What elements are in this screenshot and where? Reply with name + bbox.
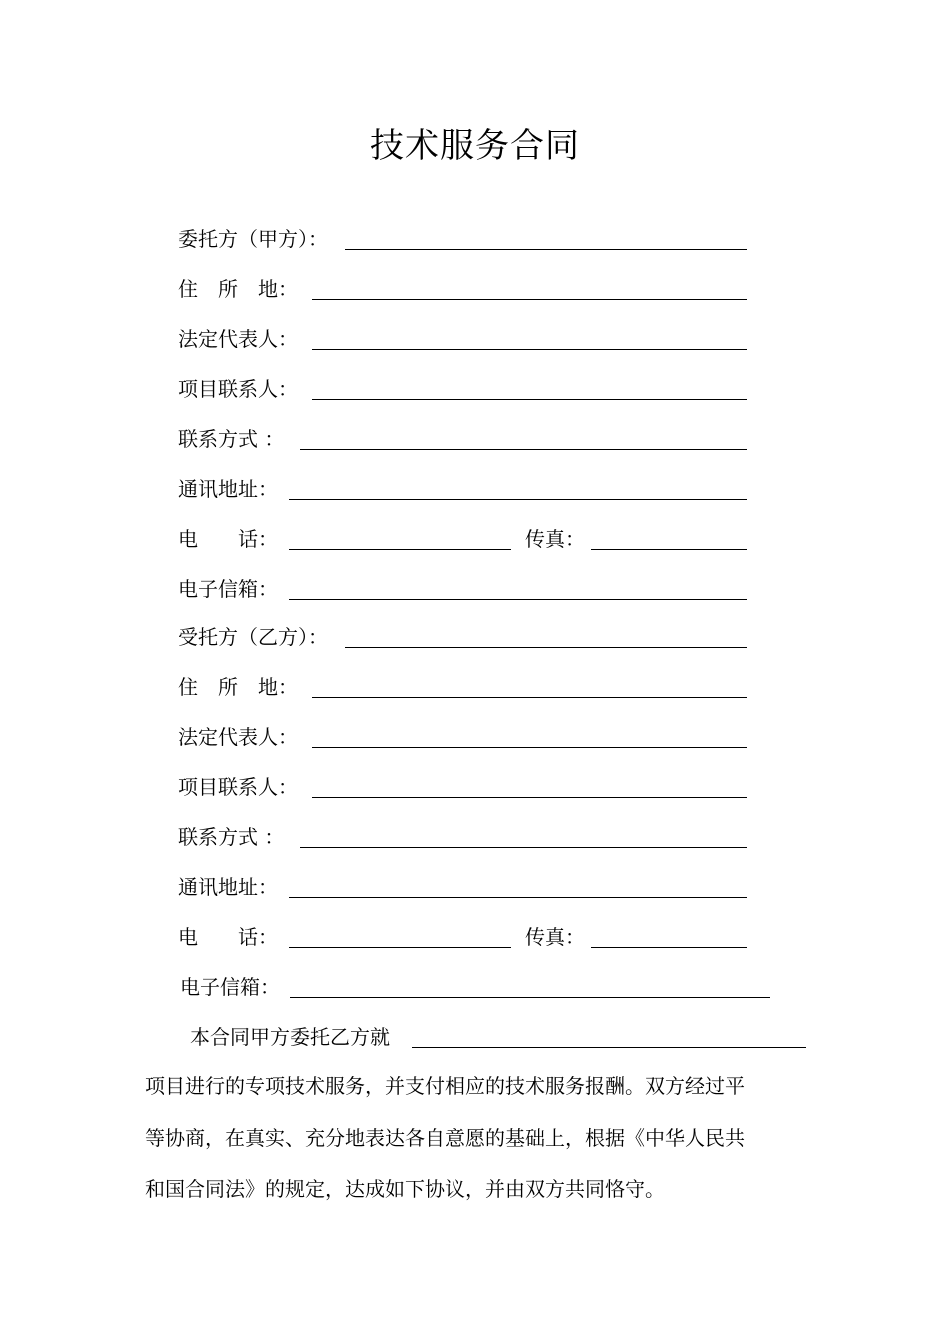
- party-a-fax-blank[interactable]: [591, 549, 747, 550]
- party-a-contact-method-label: 联系方式 ：: [178, 427, 285, 451]
- party-b-header-label: 受托方（乙方）：: [178, 625, 328, 649]
- document-title: 技术服务合同: [370, 126, 580, 166]
- party-b-contact-method-blank[interactable]: [300, 847, 747, 848]
- party-a-phone-label: 电 话：: [178, 527, 278, 551]
- party-b-project-contact-label: 项目联系人：: [178, 775, 298, 799]
- body-line-1: 本合同甲方委托乙方就: [190, 1025, 390, 1049]
- project-name-blank[interactable]: [412, 1047, 806, 1048]
- party-b-address-blank[interactable]: [312, 697, 747, 698]
- party-a-name-blank[interactable]: [345, 249, 747, 250]
- party-a-email-blank[interactable]: [289, 599, 747, 600]
- party-a-fax-label: 传真：: [525, 527, 585, 551]
- party-b-email-blank[interactable]: [290, 997, 770, 998]
- party-b-mailing-address-label: 通讯地址：: [178, 875, 278, 899]
- party-b-phone-label: 电 话：: [178, 925, 278, 949]
- body-line-4: 和国合同法》的规定，达成如下协议，并由双方共同恪守。: [145, 1177, 665, 1201]
- party-a-header-label: 委托方（甲方）：: [178, 227, 328, 251]
- party-b-legal-rep-label: 法定代表人：: [178, 725, 298, 749]
- party-a-address-blank[interactable]: [312, 299, 747, 300]
- party-a-mailing-address-label: 通讯地址：: [178, 477, 278, 501]
- party-a-phone-blank[interactable]: [289, 549, 511, 550]
- party-b-project-contact-blank[interactable]: [312, 797, 747, 798]
- party-a-project-contact-label: 项目联系人：: [178, 377, 298, 401]
- party-a-address-label: 住 所 地：: [178, 277, 298, 301]
- party-a-legal-rep-label: 法定代表人：: [178, 327, 298, 351]
- party-b-phone-blank[interactable]: [289, 947, 511, 948]
- party-b-fax-blank[interactable]: [591, 947, 747, 948]
- body-line-3: 等协商，在真实、充分地表达各自意愿的基础上，根据《中华人民共: [145, 1126, 745, 1150]
- party-a-legal-rep-blank[interactable]: [312, 349, 747, 350]
- party-a-mailing-address-blank[interactable]: [289, 499, 747, 500]
- party-a-contact-method-blank[interactable]: [300, 449, 747, 450]
- party-b-legal-rep-blank[interactable]: [312, 747, 747, 748]
- party-b-fax-label: 传真：: [525, 925, 585, 949]
- party-b-contact-method-label: 联系方式 ：: [178, 825, 285, 849]
- body-line-2: 项目进行的专项技术服务，并支付相应的技术服务报酬。双方经过平: [145, 1074, 745, 1098]
- party-b-mailing-address-blank[interactable]: [289, 897, 747, 898]
- party-a-email-label: 电子信箱：: [178, 577, 278, 601]
- party-b-name-blank[interactable]: [345, 647, 747, 648]
- party-b-email-label: 电子信箱：: [180, 975, 280, 999]
- party-a-project-contact-blank[interactable]: [312, 399, 747, 400]
- party-b-address-label: 住 所 地：: [178, 675, 298, 699]
